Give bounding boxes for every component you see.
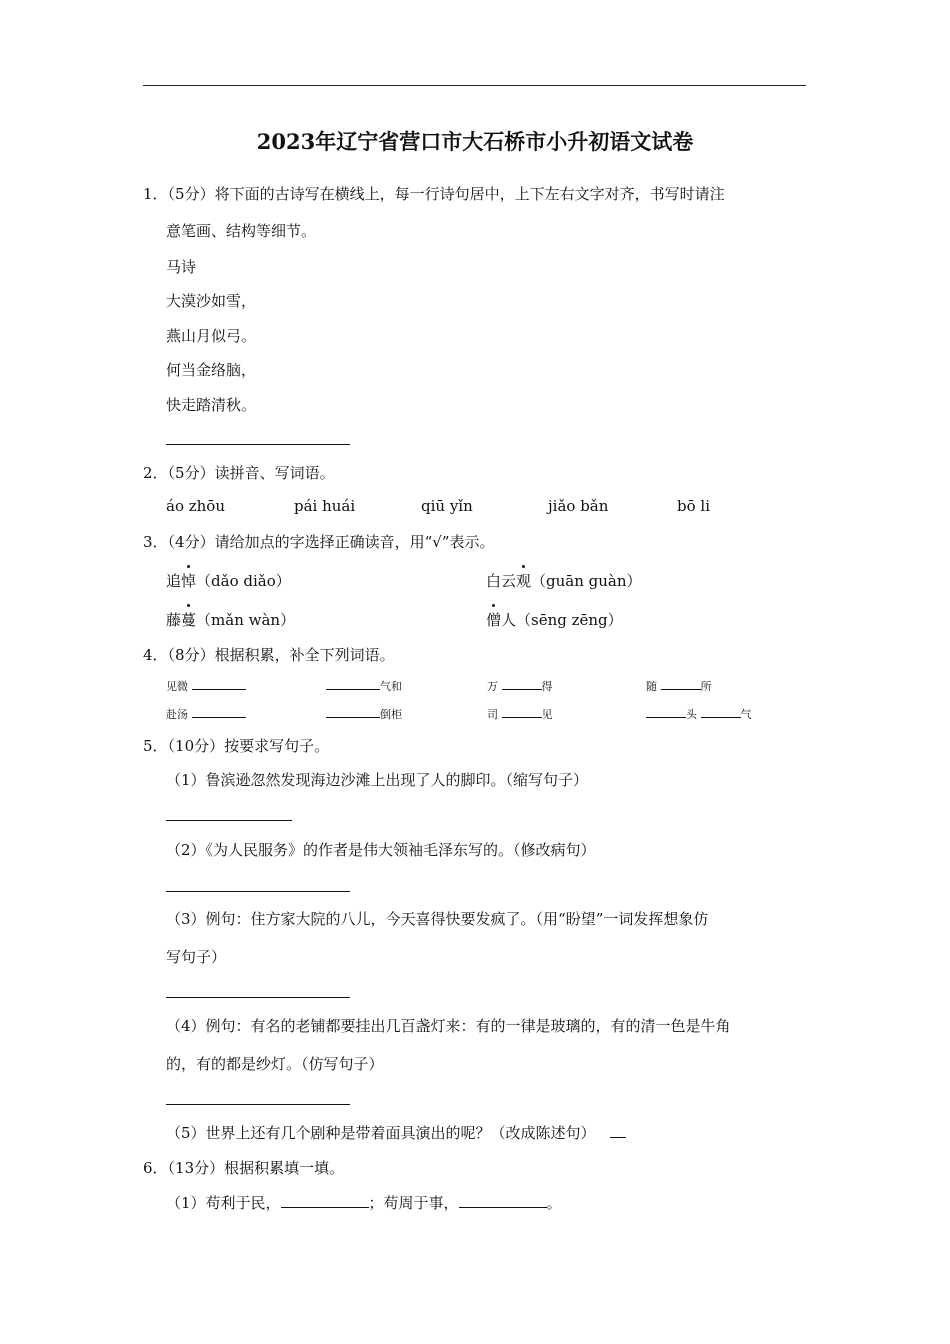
item-text: 藤 bbox=[166, 611, 182, 629]
sentence-task: （3）例句：住方家大院的八儿，今天喜得快要发疯了。（用“盼望”一词发挥想象仿 bbox=[166, 910, 709, 928]
idiom-item bbox=[487, 678, 553, 694]
header-rule bbox=[143, 85, 806, 86]
fill-blank[interactable] bbox=[326, 688, 380, 690]
fill-blank[interactable] bbox=[502, 688, 542, 690]
dotted-char: 观 bbox=[516, 572, 532, 590]
idiom-text: 司 bbox=[487, 708, 498, 721]
poem-title: 马诗 bbox=[166, 258, 197, 276]
dotted-char: 僧 bbox=[486, 611, 502, 629]
idiom-text: 气 bbox=[740, 708, 752, 721]
reading-item bbox=[166, 570, 291, 591]
idiom-item bbox=[646, 678, 712, 694]
pinyin-item: áo zhōu bbox=[166, 497, 225, 515]
question-5-stem: 5．（10分）按要求写句子。 bbox=[143, 737, 330, 755]
fill-text: 。 bbox=[546, 1194, 562, 1212]
idiom-text: 赴汤 bbox=[166, 708, 188, 721]
reading-item bbox=[486, 609, 623, 630]
fill-blank[interactable] bbox=[326, 716, 380, 718]
idiom-item bbox=[487, 706, 553, 722]
item-text: 白云 bbox=[486, 572, 517, 590]
sentence-task-cont: 写句子） bbox=[166, 948, 227, 966]
idiom-item bbox=[166, 678, 246, 694]
idiom-text: 气和 bbox=[380, 680, 402, 693]
question-3-stem: 3．（4分）请给加点的字选择正确读音，用“√”表示。 bbox=[143, 533, 495, 551]
pinyin-item: pái huái bbox=[294, 497, 356, 515]
pinyin-item: bō li bbox=[677, 497, 710, 515]
idiom-item bbox=[166, 706, 246, 722]
fill-blank[interactable] bbox=[192, 716, 246, 718]
dotted-char: 蔓 bbox=[181, 611, 197, 629]
fill-blank[interactable] bbox=[459, 1206, 547, 1208]
poem-line: 燕山月似弓。 bbox=[166, 327, 257, 345]
item-options: （guān guàn） bbox=[531, 572, 642, 590]
idiom-item bbox=[646, 706, 752, 722]
question-4-stem: 4．（8分）根据积累，补全下列词语。 bbox=[143, 646, 395, 664]
fill-blank[interactable] bbox=[610, 1136, 626, 1138]
answer-line[interactable] bbox=[166, 820, 292, 821]
idiom-text: 见微 bbox=[166, 680, 188, 693]
question-2-stem: 2．（5分）读拼音、写词语。 bbox=[143, 464, 335, 482]
reading-item bbox=[486, 570, 642, 591]
fill-in-line bbox=[166, 1192, 562, 1213]
poem-line: 大漠沙如雪， bbox=[166, 292, 257, 310]
sentence-task: （2）《为人民服务》的作者是伟大领袖毛泽东写的。（修改病句） bbox=[166, 841, 596, 859]
idiom-text: 万 bbox=[487, 680, 498, 693]
idiom-item bbox=[326, 706, 402, 722]
reading-item bbox=[166, 609, 295, 630]
idiom-text: 倒柜 bbox=[380, 708, 402, 721]
fill-blank[interactable] bbox=[701, 716, 741, 718]
idiom-text: 随 bbox=[646, 680, 657, 693]
idiom-item bbox=[326, 678, 402, 694]
page-title: 2023年辽宁省营口市大石桥市小升初语文试卷 bbox=[256, 129, 694, 154]
sentence-task-text: （5）世界上还有几个剧种是带着面具演出的呢？（改成陈述句） bbox=[166, 1124, 596, 1142]
answer-line[interactable] bbox=[166, 444, 350, 445]
idiom-text: 所 bbox=[700, 680, 712, 693]
question-1-stem-cont: 意笔画、结构等细节。 bbox=[166, 222, 317, 240]
sentence-task: （4）例句：有名的老铺都要挂出几百盏灯来：有的一律是玻璃的，有的清一色是牛角 bbox=[166, 1017, 731, 1035]
item-text: 追 bbox=[166, 572, 182, 590]
dotted-char: 悼 bbox=[181, 572, 197, 590]
fill-blank[interactable] bbox=[646, 716, 686, 718]
sentence-task: （1）鲁滨逊忽然发现海边沙滩上出现了人的脚印。（缩写句子） bbox=[166, 771, 589, 789]
question-1-stem: 1．（5分）将下面的古诗写在横线上，每一行诗句居中，上下左右文字对齐，书写时请注 bbox=[143, 185, 725, 203]
sentence-task-cont: 的，有的都是纱灯。（仿写句子） bbox=[166, 1055, 384, 1073]
idiom-text: 头 bbox=[686, 708, 697, 721]
pinyin-item: jiǎo bǎn bbox=[548, 497, 609, 515]
poem-line: 何当金络脑， bbox=[166, 361, 257, 379]
answer-line[interactable] bbox=[166, 997, 350, 998]
answer-line[interactable] bbox=[166, 891, 350, 892]
item-options: （dǎo diǎo） bbox=[196, 572, 291, 590]
item-options: （mǎn wàn） bbox=[196, 611, 296, 629]
question-6-stem: 6．（13分）根据积累填一填。 bbox=[143, 1159, 345, 1177]
fill-blank[interactable] bbox=[661, 688, 701, 690]
sentence-task bbox=[166, 1122, 626, 1143]
answer-line[interactable] bbox=[166, 1104, 350, 1105]
fill-text: （1）苟利于民， bbox=[166, 1194, 281, 1212]
fill-blank[interactable] bbox=[281, 1206, 369, 1208]
idiom-text: 见 bbox=[541, 708, 553, 721]
idiom-text: 得 bbox=[541, 680, 553, 693]
fill-blank[interactable] bbox=[192, 688, 246, 690]
fill-text: ；苟周于事， bbox=[368, 1194, 459, 1212]
item-options: 人（sēng zēng） bbox=[501, 611, 623, 629]
poem-line: 快走踏清秋。 bbox=[166, 396, 257, 414]
fill-blank[interactable] bbox=[502, 716, 542, 718]
pinyin-item: qiū yǐn bbox=[421, 497, 473, 515]
